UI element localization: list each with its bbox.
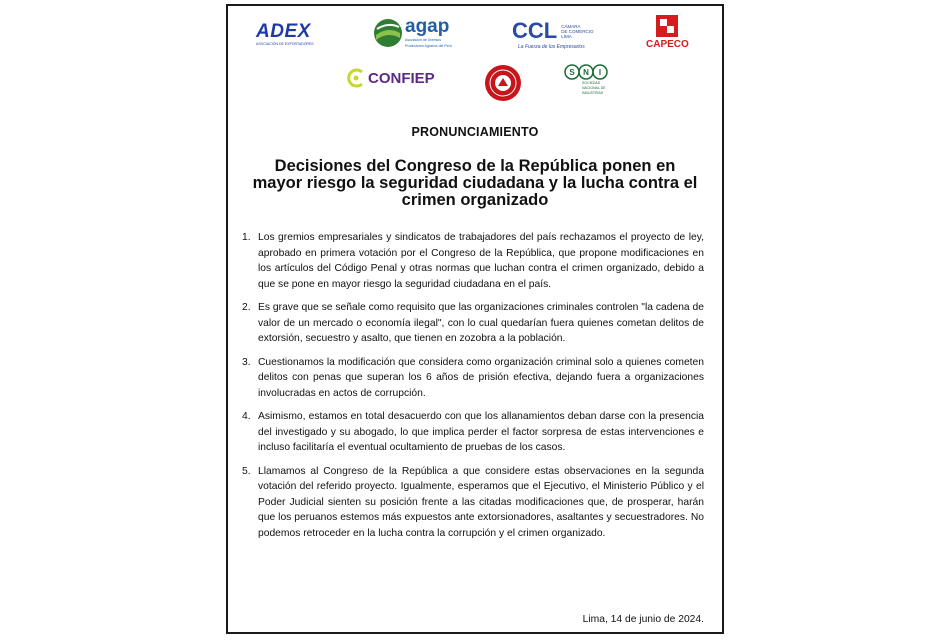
sni-logo-subtitle-3: INDUSTRIAS [582,91,604,95]
confiep-emblem-icon [346,68,366,88]
point-text: Llamamos al Congreso de la República a que considere estas observaciones en la segunda votación del referido proyecto. Igualmente, esperamos que el Ejecutivo, el Ministerio Público y el Poder Judicial sienten su posición frente a las citadas modificaciones que, de prosperar, harán que los peruanos estemos más expuestos ante extorsionadores, asaltantes y secuestradores. No podemos retroceder en la lucha contra la corrupción y el crimen organizado. [258,465,704,539]
point-text: Asimismo, estamos en total desacuerdo con que los allanamientos deban darse con la presencia del investigado y su abogado, lo que implica perder el factor sorpresa de estas intervenciones e incluso facilitaría el eventual ocultamiento de pruebas de los casos. [258,411,704,453]
document-title: Decisiones del Congreso de la República ponen en mayor riesgo la seguridad ciudadana y la lucha contra el crimen organizado [252,157,698,209]
svg-text:N: N [583,68,589,77]
capeco-logo [646,15,689,50]
ccl-logo [512,18,594,50]
sni-logo-subtitle-1: SOCIEDAD [582,81,601,85]
sni-logo [564,64,608,95]
agap-emblem-icon [373,18,403,48]
statement-point [242,464,704,542]
svg-text:I: I [598,68,602,77]
adex-logo-name: ADEX [256,21,311,42]
sni-emblem-icon [564,64,608,80]
point-text: Los gremios empresariales y sindicatos de trabajadores del país rechazamos el proyecto de ley, aprobado en primera votación por el Congreso de la República, que propone modificaciones en los artículos del Código Penal y otras normas que luchan contra el crimen organizado, debido a que se pone en mayor riesgo la seguridad ciudadana en el país. [258,232,704,290]
point-number: 3. [242,356,251,368]
capeco-emblem-icon [656,15,678,37]
point-text: Cuestionamos la modificación que considera como organización criminal solo a quienes cometen delitos con penas que superan los 6 años de prisión efectiva, dejando fuera a organizaciones involucradas en actos de corrupción. [258,356,704,399]
agap-logo-subtitle-1: Asociación de Gremios [405,38,441,42]
confiep-logo-name: CONFIEP [368,69,435,87]
statement-point [242,409,704,456]
union-seal-icon [484,64,522,102]
agap-logo-name: agap [405,16,450,37]
point-number: 4. [242,411,251,422]
ccl-logo-side-3: LIMA [561,33,572,39]
point-number: 2. [242,302,251,313]
statement-point [242,300,704,347]
ccl-logo-tagline: La Fuerza de los Empresarios [518,44,585,50]
point-number: 1. [242,232,251,243]
agap-logo [373,17,452,48]
statement-point [242,355,704,402]
svg-text:S: S [569,68,575,77]
sni-logo-subtitle-2: NACIONAL DE [582,86,606,90]
confiep-logo [346,68,435,88]
ccl-logo-side-1: CÁMARA [561,23,581,29]
capeco-logo-name: CAPECO [646,39,689,50]
statement-point [242,230,704,292]
point-number: 5. [242,465,251,477]
adex-logo [256,22,314,46]
document-date: Lima, 14 de junio de 2024. [582,614,704,625]
agap-logo-subtitle-2: Productores Agrarios del Perú [405,44,452,48]
ccl-logo-side-2: DE COMERCIO [561,28,594,34]
adex-logo-subtitle: ASOCIACIÓN DE EXPORTADORES [256,42,314,46]
ccl-logo-name: CCL [512,18,558,43]
workers-union-seal [484,64,522,102]
point-text: Es grave que se señale como requisito que las organizaciones criminales controlen "la cadena de valor de un mercado o economía ilegal", con lo cual quedarían fuera quienes cometan delitos de extorsión, secuestro y asalto, que tienen en zozobra a la población. [258,302,704,344]
statement-points [242,230,704,549]
statement-document [226,4,724,634]
document-heading: PRONUNCIAMIENTO [411,125,539,139]
